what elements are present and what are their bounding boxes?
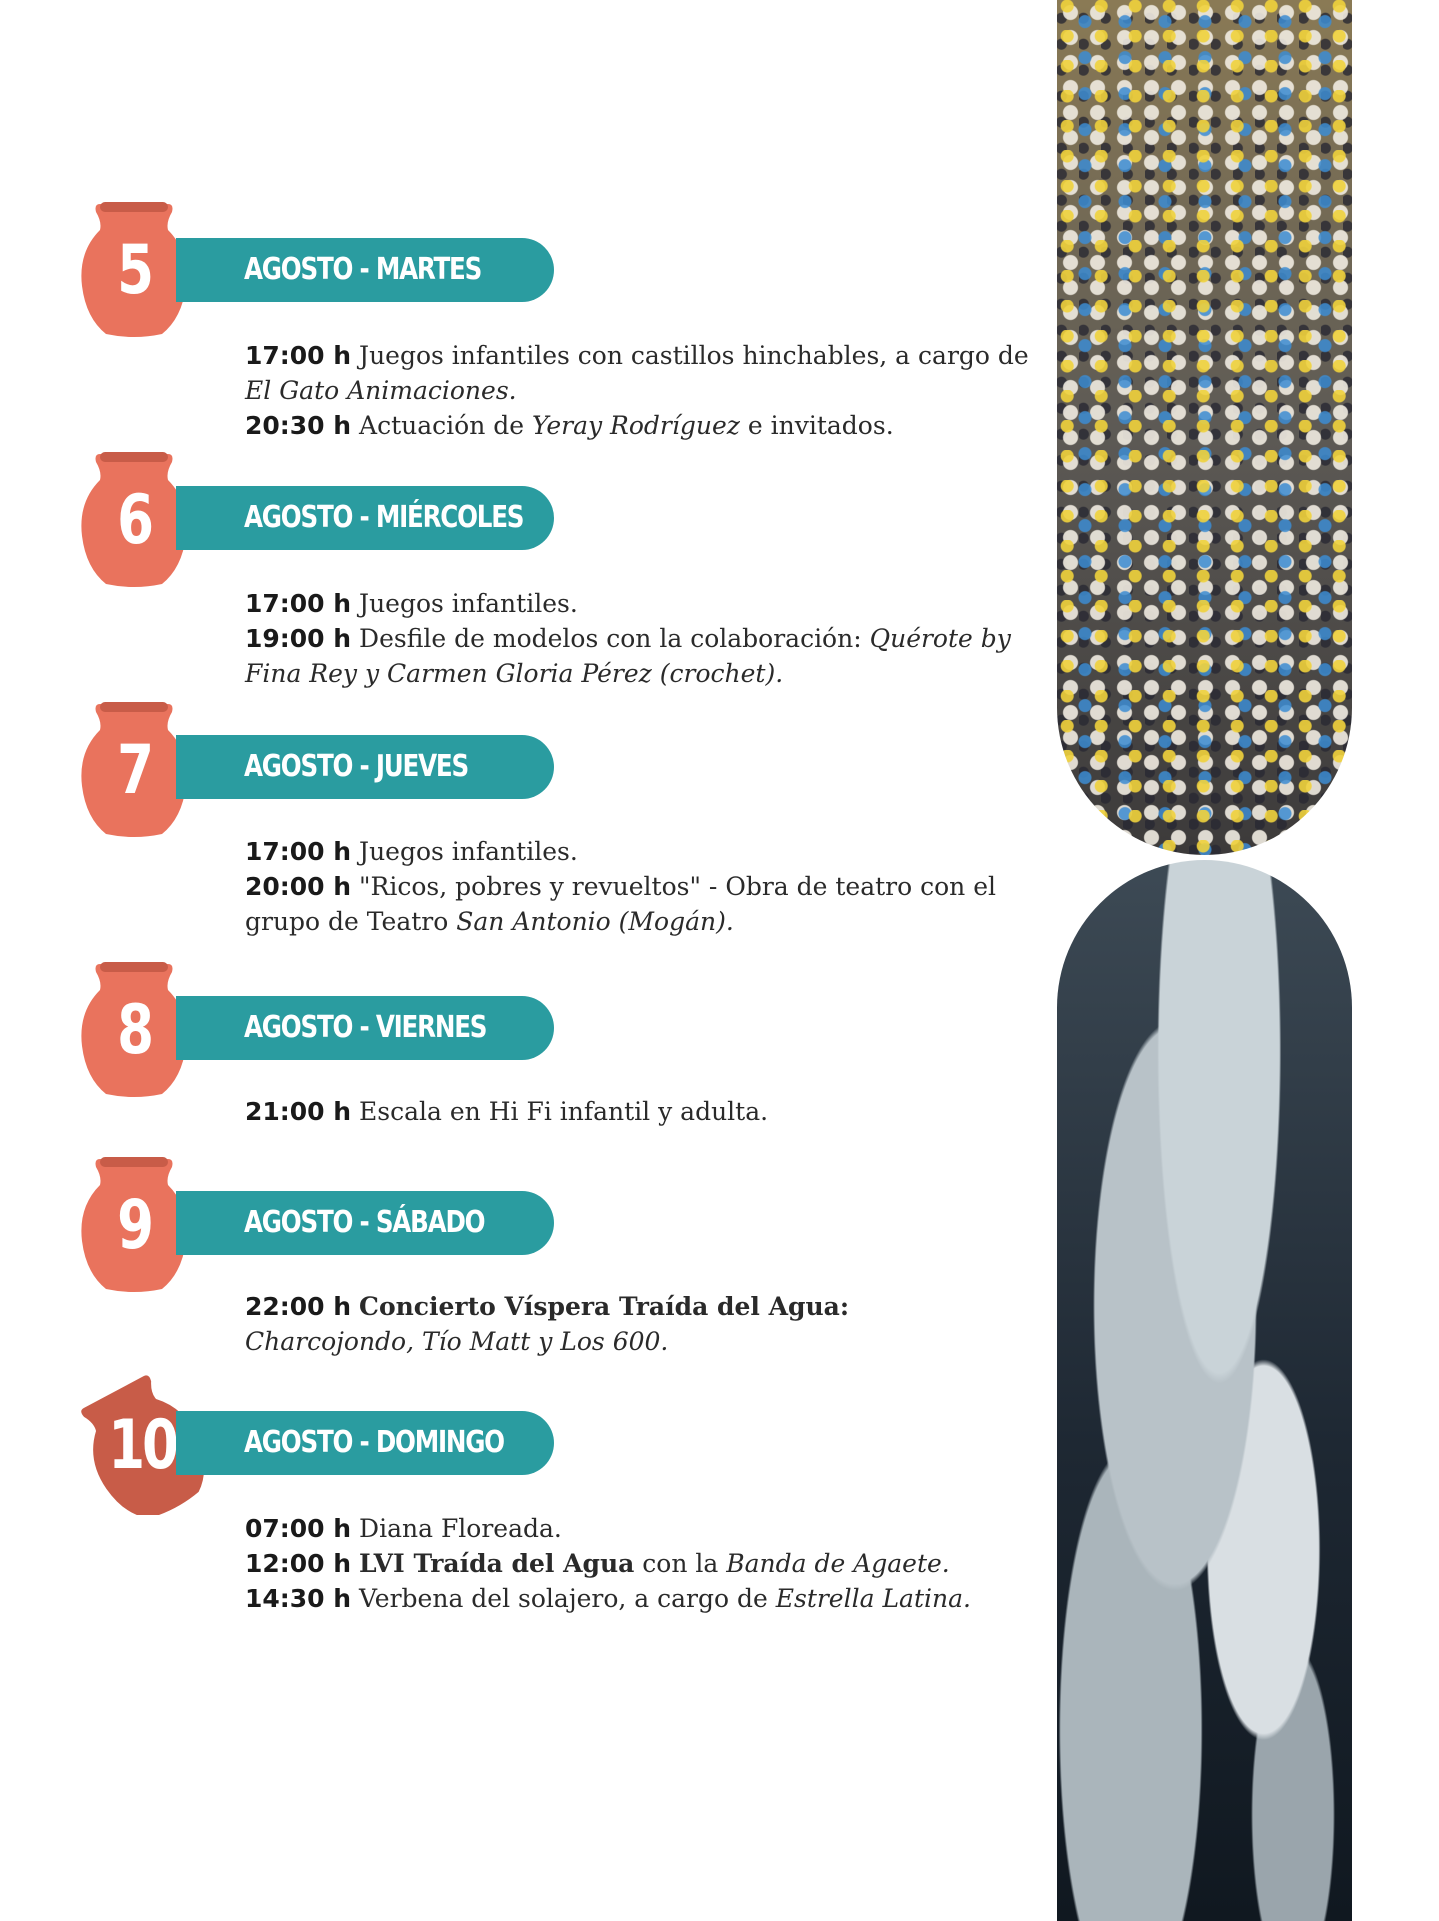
day-header — [176, 1411, 554, 1475]
event-time: 21:00 h — [245, 1097, 352, 1126]
event-list — [245, 1094, 1045, 1129]
event-time: 14:30 h — [245, 1584, 352, 1613]
event-text: Desfile de modelos con la colaboración: — [359, 624, 870, 653]
event-time: 17:00 h — [245, 589, 352, 618]
event-text: Juegos infantiles. — [359, 589, 578, 618]
day-label: AGOSTO - VIERNES — [244, 1010, 487, 1045]
event-time: 17:00 h — [245, 341, 352, 370]
event-text: Juegos infantiles con castillos hinchables, a cargo de — [359, 341, 1029, 370]
event-text-italic: Banda de Agaete. — [726, 1549, 950, 1578]
event-text-italic: Yeray Rodríguez — [532, 411, 740, 440]
event-item — [245, 1094, 1045, 1129]
event-item — [245, 1581, 1045, 1616]
event-text: Juegos infantiles. — [359, 837, 578, 866]
day-label: AGOSTO - JUEVES — [244, 749, 468, 784]
jar-icon — [78, 700, 190, 840]
event-list — [245, 586, 1045, 691]
event-item — [245, 1289, 1045, 1324]
day-number: 9 — [117, 1185, 151, 1265]
day-number: 7 — [117, 730, 151, 810]
event-list — [245, 834, 1045, 939]
day-number: 10 — [108, 1405, 176, 1485]
event-text: con la — [634, 1549, 727, 1578]
day-label: AGOSTO - SÁBADO — [244, 1205, 485, 1240]
event-time: 20:00 h — [245, 872, 352, 901]
event-time: 20:30 h — [245, 411, 352, 440]
event-text-italic: Quérote by Fina Rey y Carmen Gloria Pérez (crochet). — [245, 624, 1011, 688]
water-buckets-photo — [1057, 860, 1352, 1921]
day-header — [176, 486, 554, 550]
jar-icon — [78, 960, 190, 1100]
event-text: Verbena del solajero, a cargo de — [359, 1584, 776, 1613]
event-list — [245, 338, 1045, 443]
day-number: 6 — [117, 480, 151, 560]
event-list — [245, 1289, 1045, 1359]
event-item — [245, 1511, 1045, 1546]
day-header — [176, 1191, 554, 1255]
day-label: AGOSTO - DOMINGO — [244, 1425, 504, 1460]
jar-icon — [78, 200, 190, 340]
event-time: 12:00 h — [245, 1549, 352, 1578]
day-label: AGOSTO - MIÉRCOLES — [244, 500, 524, 535]
event-text-italic: Charcojondo, Tío Matt y Los 600. — [245, 1327, 669, 1356]
event-text-italic: El Gato Animaciones. — [245, 376, 517, 405]
event-item — [245, 834, 1045, 869]
event-time: 19:00 h — [245, 624, 352, 653]
event-text: Actuación de — [359, 411, 532, 440]
crowd-photo — [1057, 0, 1352, 855]
day-label: AGOSTO - MARTES — [244, 252, 482, 287]
event-time: 17:00 h — [245, 837, 352, 866]
jar-icon — [78, 450, 190, 590]
event-text-italic: Estrella Latina. — [775, 1584, 971, 1613]
event-text: Diana Floreada. — [359, 1514, 562, 1543]
event-item — [245, 621, 1045, 691]
event-text: "Ricos, pobres y revueltos" - Obra de teatro con el grupo de Teatro — [245, 872, 996, 936]
event-text-bold: LVI Traída del Agua — [359, 1549, 635, 1578]
day-header — [176, 735, 554, 799]
event-text-italic: San Antonio (Mogán). — [456, 907, 734, 936]
event-list — [245, 1511, 1045, 1616]
event-item — [245, 869, 1045, 939]
day-header — [176, 238, 554, 302]
event-text-bold: Concierto Víspera Traída del Agua: — [359, 1292, 850, 1321]
event-text: e invitados. — [739, 411, 894, 440]
day-number: 8 — [117, 990, 151, 1070]
event-time: 22:00 h — [245, 1292, 352, 1321]
event-time: 07:00 h — [245, 1514, 352, 1543]
jar-icon — [78, 1155, 190, 1295]
event-item — [245, 408, 1045, 443]
event-text: Escala en Hi Fi infantil y adulta. — [359, 1097, 769, 1126]
event-item — [245, 1546, 1045, 1581]
event-item — [245, 338, 1045, 408]
event-item — [245, 586, 1045, 621]
day-header — [176, 996, 554, 1060]
day-number: 5 — [117, 230, 151, 310]
